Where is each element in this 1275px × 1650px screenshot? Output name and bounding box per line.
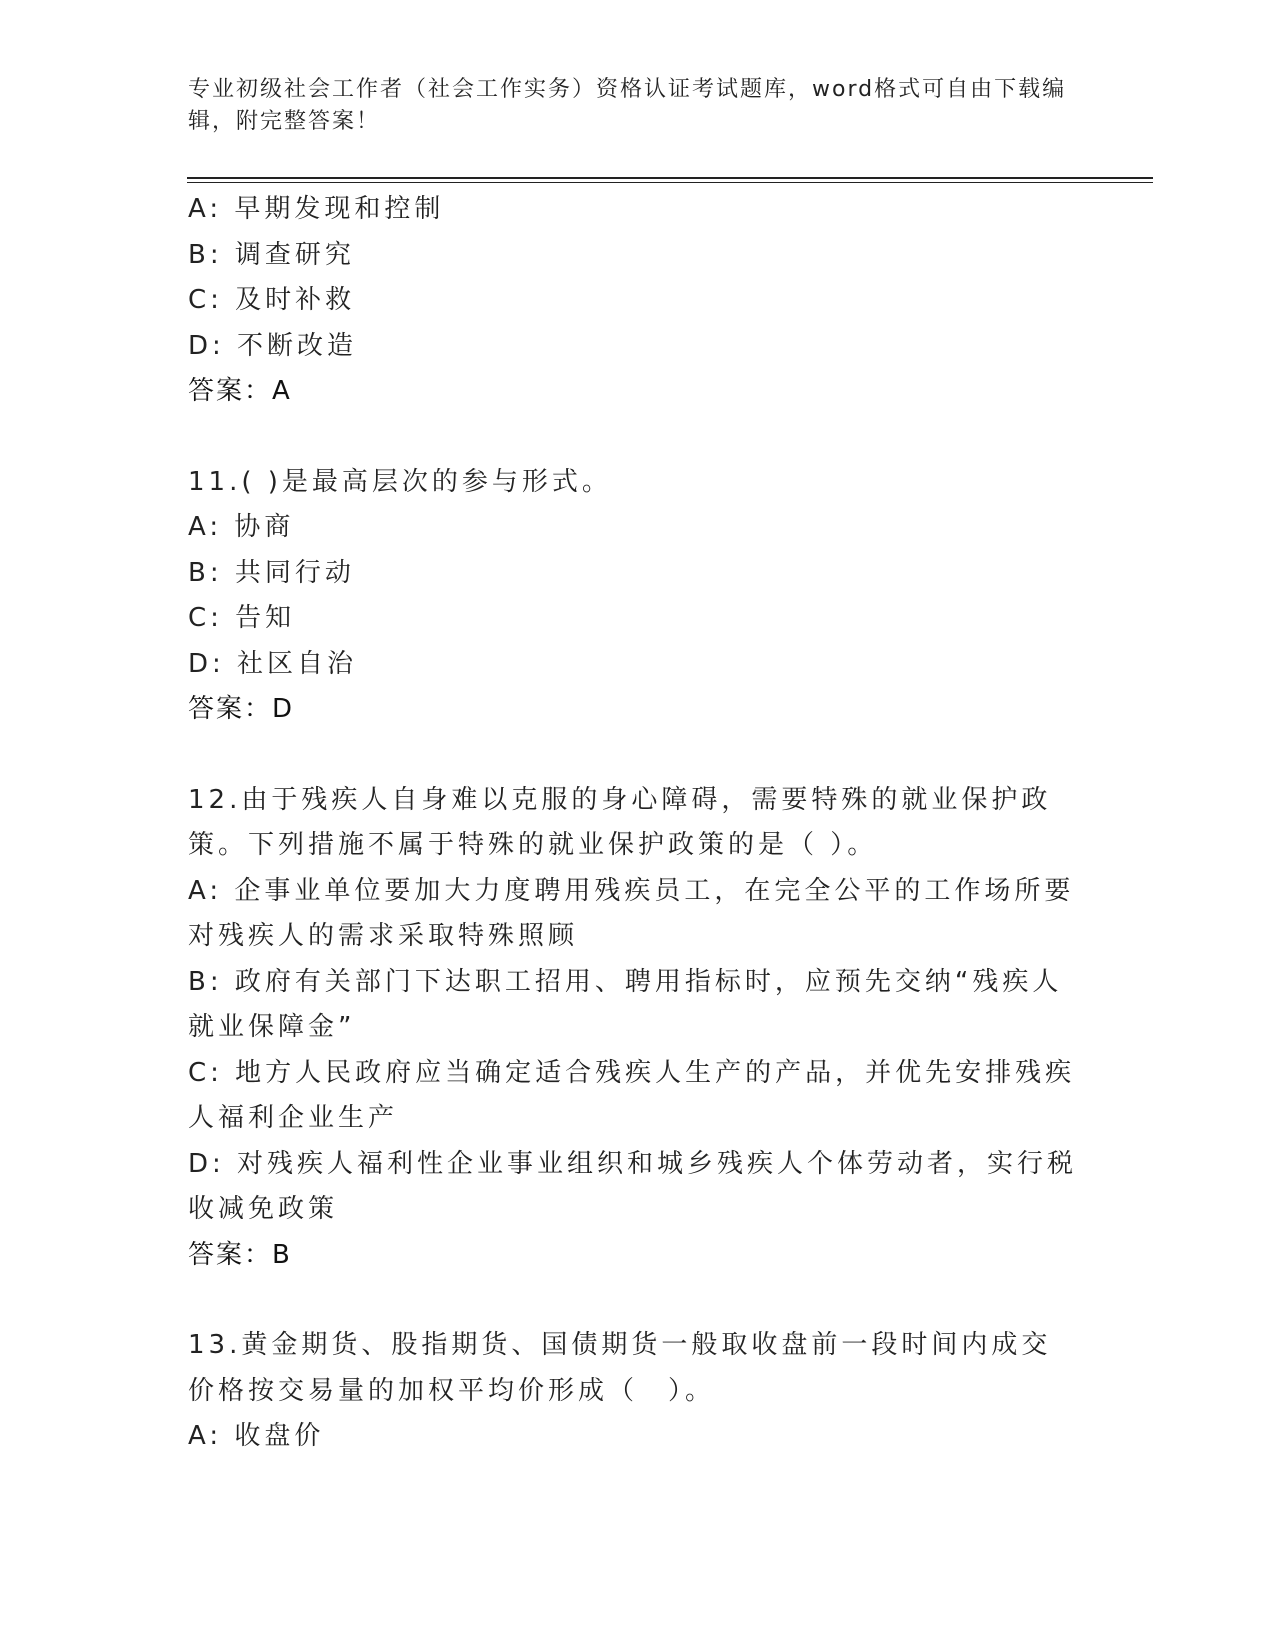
question-13	[188, 1323, 1078, 1460]
question-list	[188, 187, 1078, 1460]
option-d: D: 不断改造	[188, 330, 358, 361]
question-10	[188, 187, 1078, 415]
option-b: B: 政府有关部门下达职工招用、聘用指标时，应预先交纳“残疾人就业保障金”	[188, 966, 1063, 1042]
option-c: C: 告知	[188, 603, 296, 633]
spacer	[188, 415, 1078, 460]
question-text: 11.( )是最高层次的参与形式。	[188, 466, 612, 497]
spacer	[188, 733, 1078, 778]
spacer	[188, 1278, 1078, 1323]
question-text: 13.黄金期货、股指期货、国债期货一般取收盘前一段时间内成交价格按交易量的加权平均价形成（ ）。	[188, 1330, 1052, 1406]
question-11	[188, 460, 1078, 733]
answer-label: 答案：A	[188, 376, 292, 406]
option-a: A: 协商	[188, 512, 295, 542]
option-d: D: 社区自治	[188, 648, 358, 679]
answer-label: 答案：D	[188, 694, 295, 724]
option-c: C: 地方人民政府应当确定适合残疾人生产的产品，并优先安排残疾人福利企业生产	[188, 1057, 1076, 1133]
option-a: A: 企事业单位要加大力度聘用残疾员工，在完全公平的工作场所要对残疾人的需求采取特殊照顾	[188, 875, 1075, 951]
option-d: D: 对残疾人福利性企业事业组织和城乡残疾人个体劳动者，实行税收减免政策	[188, 1148, 1078, 1224]
question-12	[188, 778, 1078, 1279]
option-b: B: 调查研究	[188, 239, 355, 270]
option-b: B: 共同行动	[188, 557, 355, 588]
document-header: 专业初级社会工作者（社会工作实务）资格认证考试题库，word格式可自由下载编辑，附完整答案！	[188, 77, 1067, 134]
question-text: 12.由于残疾人自身难以克服的身心障碍，需要特殊的就业保护政策。下列措施不属于特殊的就业保护政策的是（ ）。	[188, 784, 1052, 860]
option-a: A: 收盘价	[188, 1421, 325, 1451]
option-a: A: 早期发现和控制	[188, 194, 445, 224]
option-c: C: 及时补救	[188, 285, 356, 315]
header-divider	[187, 177, 1153, 183]
answer-label: 答案：B	[188, 1239, 292, 1270]
